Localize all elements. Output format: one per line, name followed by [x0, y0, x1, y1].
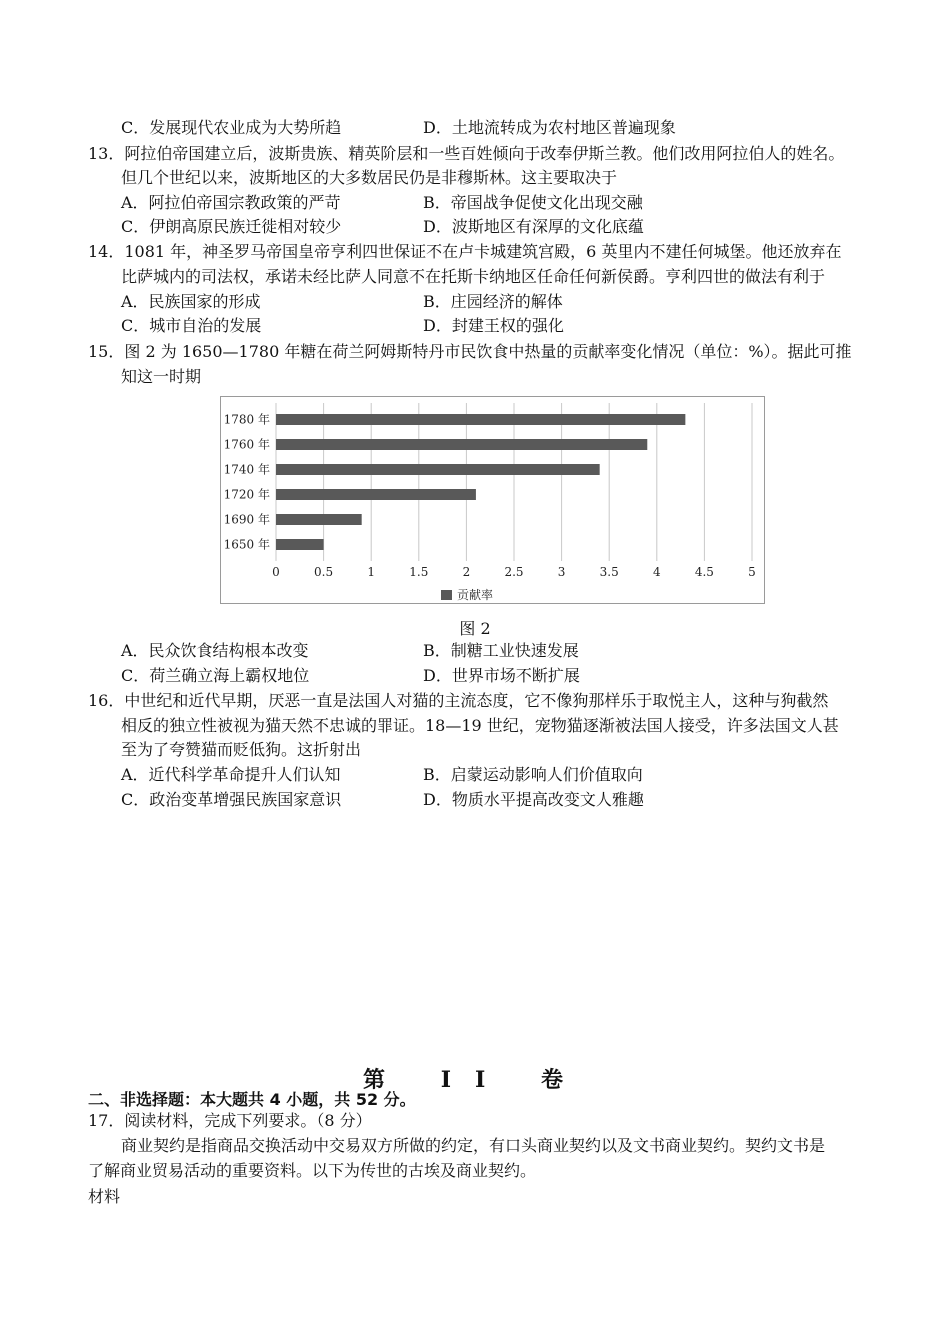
bar: [276, 539, 324, 550]
x-tick-label: 2: [462, 565, 471, 579]
x-tick-label: 5: [748, 565, 756, 579]
q16-stem-line3: 至为了夸赞猫而贬低狗。这折射出: [121, 740, 362, 759]
category-label: 1690 年: [223, 512, 270, 527]
q14-stem-line2: 比萨城内的司法权，承诺未经比萨人同意不在托斯卡纳地区任命任何新侯爵。亨利四世的做法有利于: [121, 267, 826, 286]
bar: [276, 414, 685, 425]
q13-text-1: 阿拉伯帝国建立后，波斯贵族、精英阶层和一些百姓倾向于改奉伊斯兰教。他们改用阿拉伯人的姓名。: [124, 144, 845, 163]
q15-stem-line2: 知这一时期: [121, 367, 202, 386]
figure-2-chart-frame: [220, 396, 765, 604]
x-tick-label: 4.5: [694, 565, 714, 579]
figure-2-bar-chart: [221, 397, 763, 602]
bar: [276, 489, 476, 500]
category-label: 1740 年: [223, 462, 270, 477]
bar: [276, 439, 647, 450]
x-tick-label: 2.5: [504, 565, 524, 579]
q13-option-c: C．伊朗高原民族迁徙相对较少: [121, 217, 342, 236]
q14-option-c: C．城市自治的发展: [121, 316, 262, 335]
figure-2-caption: 图 2: [459, 619, 491, 638]
category-label: 1780 年: [223, 412, 270, 427]
q12-option-c: C．发展现代农业成为大势所趋: [121, 118, 342, 137]
q14-option-b: B．庄园经济的解体: [423, 292, 563, 311]
part-2-title: 第 II 卷: [363, 1067, 587, 1093]
q17-number: 17．: [88, 1111, 125, 1130]
q13-option-a: A．阿拉伯帝国宗教政策的严苛: [121, 193, 341, 212]
category-label: 1650 年: [223, 537, 270, 552]
q16-option-b: B．启蒙运动影响人们价值取向: [423, 765, 643, 784]
q16-option-a: A．近代科学革命提升人们认知: [121, 765, 341, 784]
q16-text-1: 中世纪和近代早期，厌恶一直是法国人对猫的主流态度，它不像狗那样乐于取悦主人，这种与狗截然: [124, 691, 829, 710]
q16-stem-line2: 相反的独立性被视为猫天然不忠诚的罪证。18—19 世纪，宠物猫逐渐被法国人接受，许多法国文人甚: [121, 716, 839, 735]
q14-text-1: 1081 年，神圣罗马帝国皇帝亨利四世保证不在卢卡城建筑宫殿，6 英里内不建任何城堡。他还放弃在: [124, 242, 842, 261]
q13-option-d: D．波斯地区有深厚的文化底蕴: [423, 217, 644, 236]
q17-text: 阅读材料，完成下列要求。（8 分）: [124, 1111, 372, 1130]
q17-paragraph-line1: 商业契约是指商品交换活动中交易双方所做的约定，有口头商业契约以及文书商业契约。契约文书是: [121, 1136, 826, 1155]
category-label: 1720 年: [223, 487, 270, 502]
q17-stem: [88, 1110, 372, 1132]
q16-stem-line1: [88, 690, 828, 712]
q14-option-a: A．民族国家的形成: [121, 292, 261, 311]
x-tick-label: 1.5: [409, 565, 429, 579]
q16-option-d: D．物质水平提高改变文人雅趣: [423, 790, 644, 809]
x-tick-label: 3: [557, 565, 566, 579]
legend-swatch: [441, 590, 452, 600]
q16-number: 16．: [88, 691, 125, 710]
q15-option-c: C．荷兰确立海上霸权地位: [121, 666, 310, 685]
x-tick-label: 3.5: [599, 565, 619, 579]
q12-option-d: D．土地流转成为农村地区普遍现象: [423, 118, 676, 137]
x-tick-label: 1: [367, 565, 376, 579]
q15-option-b: B．制糖工业快速发展: [423, 641, 579, 660]
q14-number: 14．: [88, 242, 125, 261]
x-tick-label: 4: [652, 565, 661, 579]
material-label: 材料: [88, 1187, 121, 1206]
q16-option-c: C．政治变革增强民族国家意识: [121, 790, 342, 809]
x-tick-label: 0.5: [314, 565, 334, 579]
q13-number: 13．: [88, 144, 125, 163]
legend-label: 贡献率: [457, 588, 494, 602]
q15-option-a: A．民众饮食结构根本改变: [121, 641, 309, 660]
q17-paragraph-line2: 了解商业贸易活动的重要资料。以下为传世的古埃及商业契约。: [88, 1161, 537, 1180]
q13-option-b: B．帝国战争促使文化出现交融: [423, 193, 643, 212]
x-tick-label: 0: [272, 565, 280, 579]
category-label: 1760 年: [223, 437, 270, 452]
q14-stem-line1: [88, 241, 841, 263]
bar: [276, 464, 600, 475]
bar: [276, 514, 362, 525]
q13-stem-line2: 但几个世纪以来，波斯地区的大多数居民仍是非穆斯林。这主要取决于: [121, 168, 618, 187]
q13-stem-line1: [88, 143, 844, 165]
q14-option-d: D．封建王权的强化: [423, 316, 564, 335]
q15-number: 15．: [88, 342, 125, 361]
section-2-heading: 二、非选择题：本大题共 4 小题，共 52 分。: [88, 1090, 416, 1109]
q15-stem-line1: [88, 341, 852, 363]
q15-option-d: D．世界市场不断扩展: [423, 666, 580, 685]
q15-text-1: 图 2 为 1650—1780 年糖在荷兰阿姆斯特丹市民饮食中热量的贡献率变化情况（单位：%）。据此可推: [124, 342, 852, 361]
